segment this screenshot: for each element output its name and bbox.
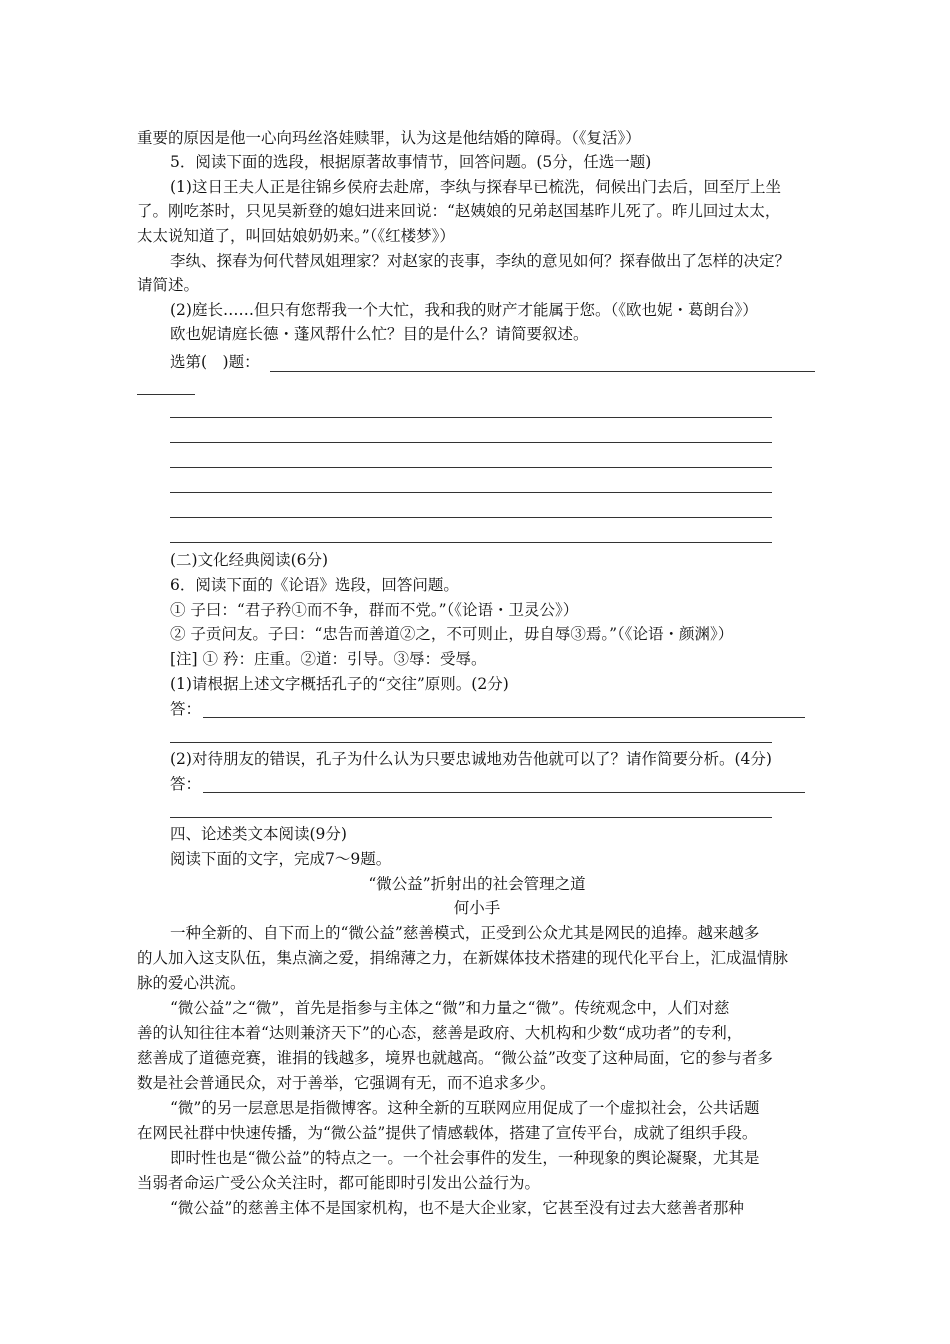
answer-line[interactable] xyxy=(170,442,772,443)
answer-label: 答： xyxy=(170,775,202,793)
paragraph-line: 即时性也是“微公益”的特点之一。一个社会事件的发生，一种现象的舆论凝聚，尤其是 xyxy=(170,1149,760,1167)
answer-line[interactable] xyxy=(170,817,772,818)
paragraph-line: 善的认知往往本着“达则兼济天下”的心态，慈善是政府、大机构和少数“成功者”的专利， xyxy=(137,1024,743,1042)
answer-line[interactable] xyxy=(170,492,772,493)
text-line: (1)这日王夫人正是往锦乡侯府去赴席，李纨与探春早已梳洗，伺候出门去后，回至厅上坐 xyxy=(170,178,781,196)
text-line: ① 子曰：“君子矜①而不争，群而不党。”（《论语・卫灵公》） xyxy=(170,601,579,619)
note-line: [注] ① 矜：庄重。②道：引导。③辱：受辱。 xyxy=(170,650,487,668)
article-author: 何小手 xyxy=(453,899,501,917)
text-line: 请简述。 xyxy=(137,276,200,294)
text-line: (2)对待朋友的错误，孔子为什么认为只要忠诚地劝告他就可以了？请作简要分析。(4分) xyxy=(170,750,772,768)
question-6-heading: 6．阅读下面的《论语》选段，回答问题。 xyxy=(170,576,459,594)
text-line: 太太说知道了，叫回姑娘奶奶来。”（《红楼梦》） xyxy=(137,227,455,245)
text-line: ② 子贡问友。子曰：“忠告而善道②之，不可则止，毋自辱③焉。”（《论语・颜渊》） xyxy=(170,625,734,643)
answer-line[interactable] xyxy=(170,517,772,518)
text-line: 李纨、探春为何代替凤姐理家？对赵家的丧事，李纨的意见如何？探春做出了怎样的决定？ xyxy=(170,252,791,270)
answer-label: 答： xyxy=(170,700,202,718)
answer-line[interactable] xyxy=(170,417,772,418)
answer-line[interactable] xyxy=(170,742,772,743)
paragraph-line: 的人加入这支队伍，集点滴之爱，捐绵薄之力，在新媒体技术搭建的现代化平台上，汇成温情脉 xyxy=(137,949,789,967)
paragraph-line: 数是社会普通民众，对于善举，它强调有无，而不追求多少。 xyxy=(137,1074,556,1092)
paragraph-line: “微公益”之“微”，首先是指参与主体之“微”和力量之“微”。传统观念中，人们对慈 xyxy=(170,999,730,1017)
answer-line[interactable] xyxy=(203,792,805,793)
paragraph-line: 慈善成了道德竞赛，谁捐的钱越多，境界也就越高。“微公益”改变了这种局面，它的参与者多 xyxy=(137,1049,773,1067)
text-line: 欧也妮请庭长德・蓬风帮什么忙？目的是什么？请简要叙述。 xyxy=(170,325,589,343)
text-line: 重要的原因是他一心向玛丝洛娃赎罪，认为这是他结婚的障碍。（《复活》） xyxy=(137,129,641,147)
paragraph-line: 脉的爱心洪流。 xyxy=(137,974,246,992)
choice-label: 选第( )题： xyxy=(170,353,260,371)
section-heading: (二)文化经典阅读(6分) xyxy=(170,551,329,569)
answer-line[interactable] xyxy=(203,717,805,718)
text-line: (1)请根据上述文字概括孔子的“交往”原则。(2分) xyxy=(170,675,509,693)
paragraph-line: “微公益”的慈善主体不是国家机构，也不是大企业家，它甚至没有过去大慈善者那种 xyxy=(170,1199,744,1217)
article-title: “微公益”折射出的社会管理之道 xyxy=(368,875,586,893)
paragraph-line: 在网民社群中快速传播，为“微公益”提供了情感载体，搭建了宣传平台，成就了组织手段。 xyxy=(137,1124,758,1142)
paragraph-line: “微”的另一层意思是指微博客。这种全新的互联网应用促成了一个虚拟社会，公共话题 xyxy=(170,1099,760,1117)
question-5-heading: 5．阅读下面的选段，根据原著故事情节，回答问题。(5分，任选一题) xyxy=(170,153,652,171)
section-heading: 四、论述类文本阅读(9分) xyxy=(170,825,347,843)
answer-line[interactable] xyxy=(170,467,772,468)
answer-line[interactable] xyxy=(270,371,815,372)
text-line: 阅读下面的文字，完成7～9题。 xyxy=(170,850,392,868)
paragraph-line: 当弱者命运广受公众关注时，都可能即时引发出公益行为。 xyxy=(137,1174,541,1192)
answer-line[interactable] xyxy=(170,542,772,543)
text-line: 了。刚吃茶时，只见吴新登的媳妇进来回说：“赵姨娘的兄弟赵国基昨儿死了。昨儿回过太太， xyxy=(137,202,781,220)
paragraph-line: 一种全新的、自下而上的“微公益”慈善模式，正受到公众尤其是网民的追捧。越来越多 xyxy=(170,924,760,942)
answer-line[interactable] xyxy=(137,394,195,395)
text-line: (2)庭长……但只有您帮我一个大忙，我和我的财产才能属于您。（《欧也妮・葛朗台》） xyxy=(170,301,758,319)
